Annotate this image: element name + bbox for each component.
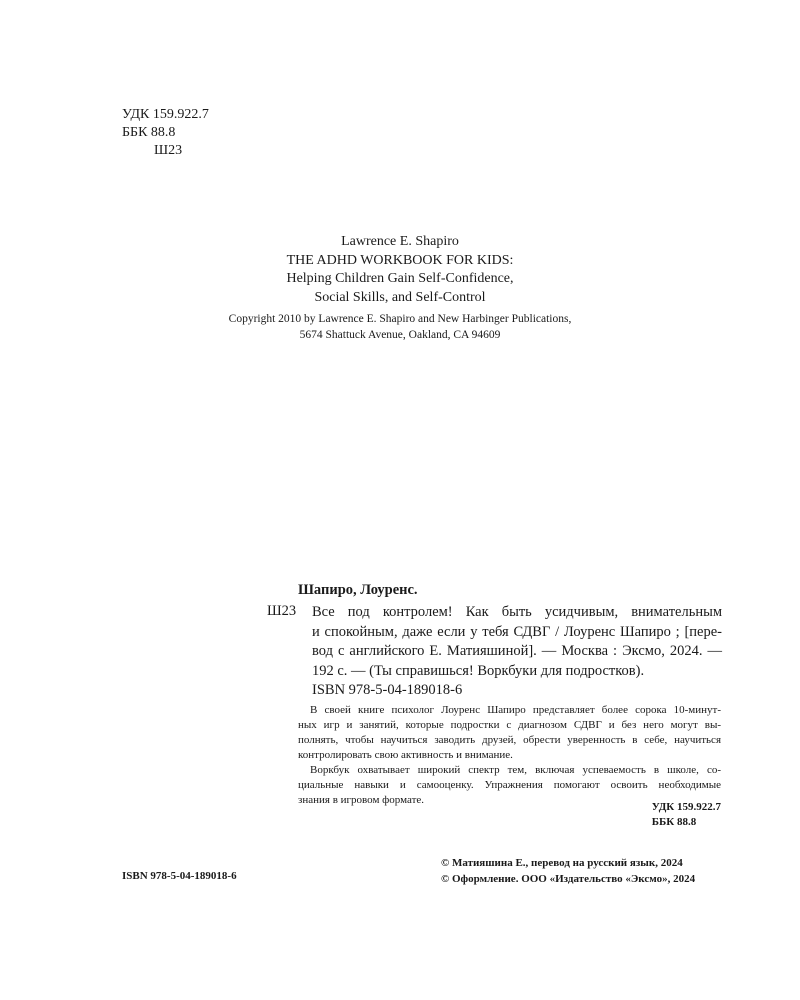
original-copyright-block	[0, 311, 800, 343]
bib-description-line: вод с английского Е. Матияшиной]. — Москва : Эксмо, 2024. —	[312, 643, 722, 659]
original-edition-block	[0, 233, 800, 307]
bottom-classification	[652, 800, 721, 830]
author-code: Ш23	[154, 143, 183, 158]
annotation-line: полнять, чтобы научиться заводить друзей, обрести уверенность в себе, научиться	[298, 734, 721, 746]
annotation-line: Воркбук охватывает широкий спектр тем, включая успеваемость в школе, со-	[310, 764, 721, 776]
bib-author-heading: Шапиро, Лоуренс.	[298, 582, 418, 598]
bottom-udk-code: УДК 159.922.7	[651, 801, 721, 813]
original-copyright-line: 5674 Shattuck Avenue, Oakland, CA 94609	[299, 329, 501, 341]
original-title-line: Social Skills, and Self-Control	[314, 289, 486, 305]
annotation-line: циальные навыки и самооценку. Упражнения помогают освоить необходимые	[298, 779, 721, 791]
classification-block	[122, 106, 209, 160]
footer-copyright-line: © Матияшина Е., перевод на русский язык, 2024	[441, 857, 683, 869]
annotation	[298, 703, 721, 808]
footer-copyright-line: © Оформление. ООО «Издательство «Эксмо», 2024	[441, 873, 696, 885]
annotation-line: ных игр и занятий, которые подростки с диагнозом СДВГ и без него могут вы-	[298, 719, 721, 731]
bib-author-code: Ш23	[267, 603, 297, 619]
original-copyright-line: Copyright 2010 by Lawrence E. Shapiro and New Harbinger Publications,	[228, 313, 572, 325]
footer-isbn: ISBN 978-5-04-189018-6	[122, 870, 237, 882]
bbk-code: ББК 88.8	[122, 125, 176, 140]
annotation-line: В своей книге психолог Лоуренс Шапиро представляет более сорока 10-минут-	[310, 704, 721, 716]
original-title-line: Helping Children Gain Self-Confidence,	[286, 271, 514, 286]
bib-description-line: 192 с. — (Ты справишься! Воркбуки для подростков).	[312, 662, 645, 679]
annotation-line: знания в игровом формате.	[298, 794, 425, 806]
udk-code: УДК 159.922.7	[122, 107, 209, 122]
annotation-line: контролировать свою активность и внимание.	[298, 749, 513, 761]
original-author: Lawrence E. Shapiro	[341, 234, 459, 249]
footer-copyright	[441, 855, 695, 887]
bib-isbn: ISBN 978-5-04-189018-6	[312, 682, 463, 698]
bib-description-line: и спокойным, даже если у тебя СДВГ / Лоуренс Шапиро ; [пере-	[312, 623, 722, 640]
original-title-line: THE ADHD WORKBOOK FOR KIDS:	[286, 252, 514, 268]
bottom-bbk-code: ББК 88.8	[651, 816, 697, 828]
bib-description-line: Все под контролем! Как быть усидчивым, внимательным	[312, 604, 722, 620]
bib-description	[312, 603, 722, 681]
